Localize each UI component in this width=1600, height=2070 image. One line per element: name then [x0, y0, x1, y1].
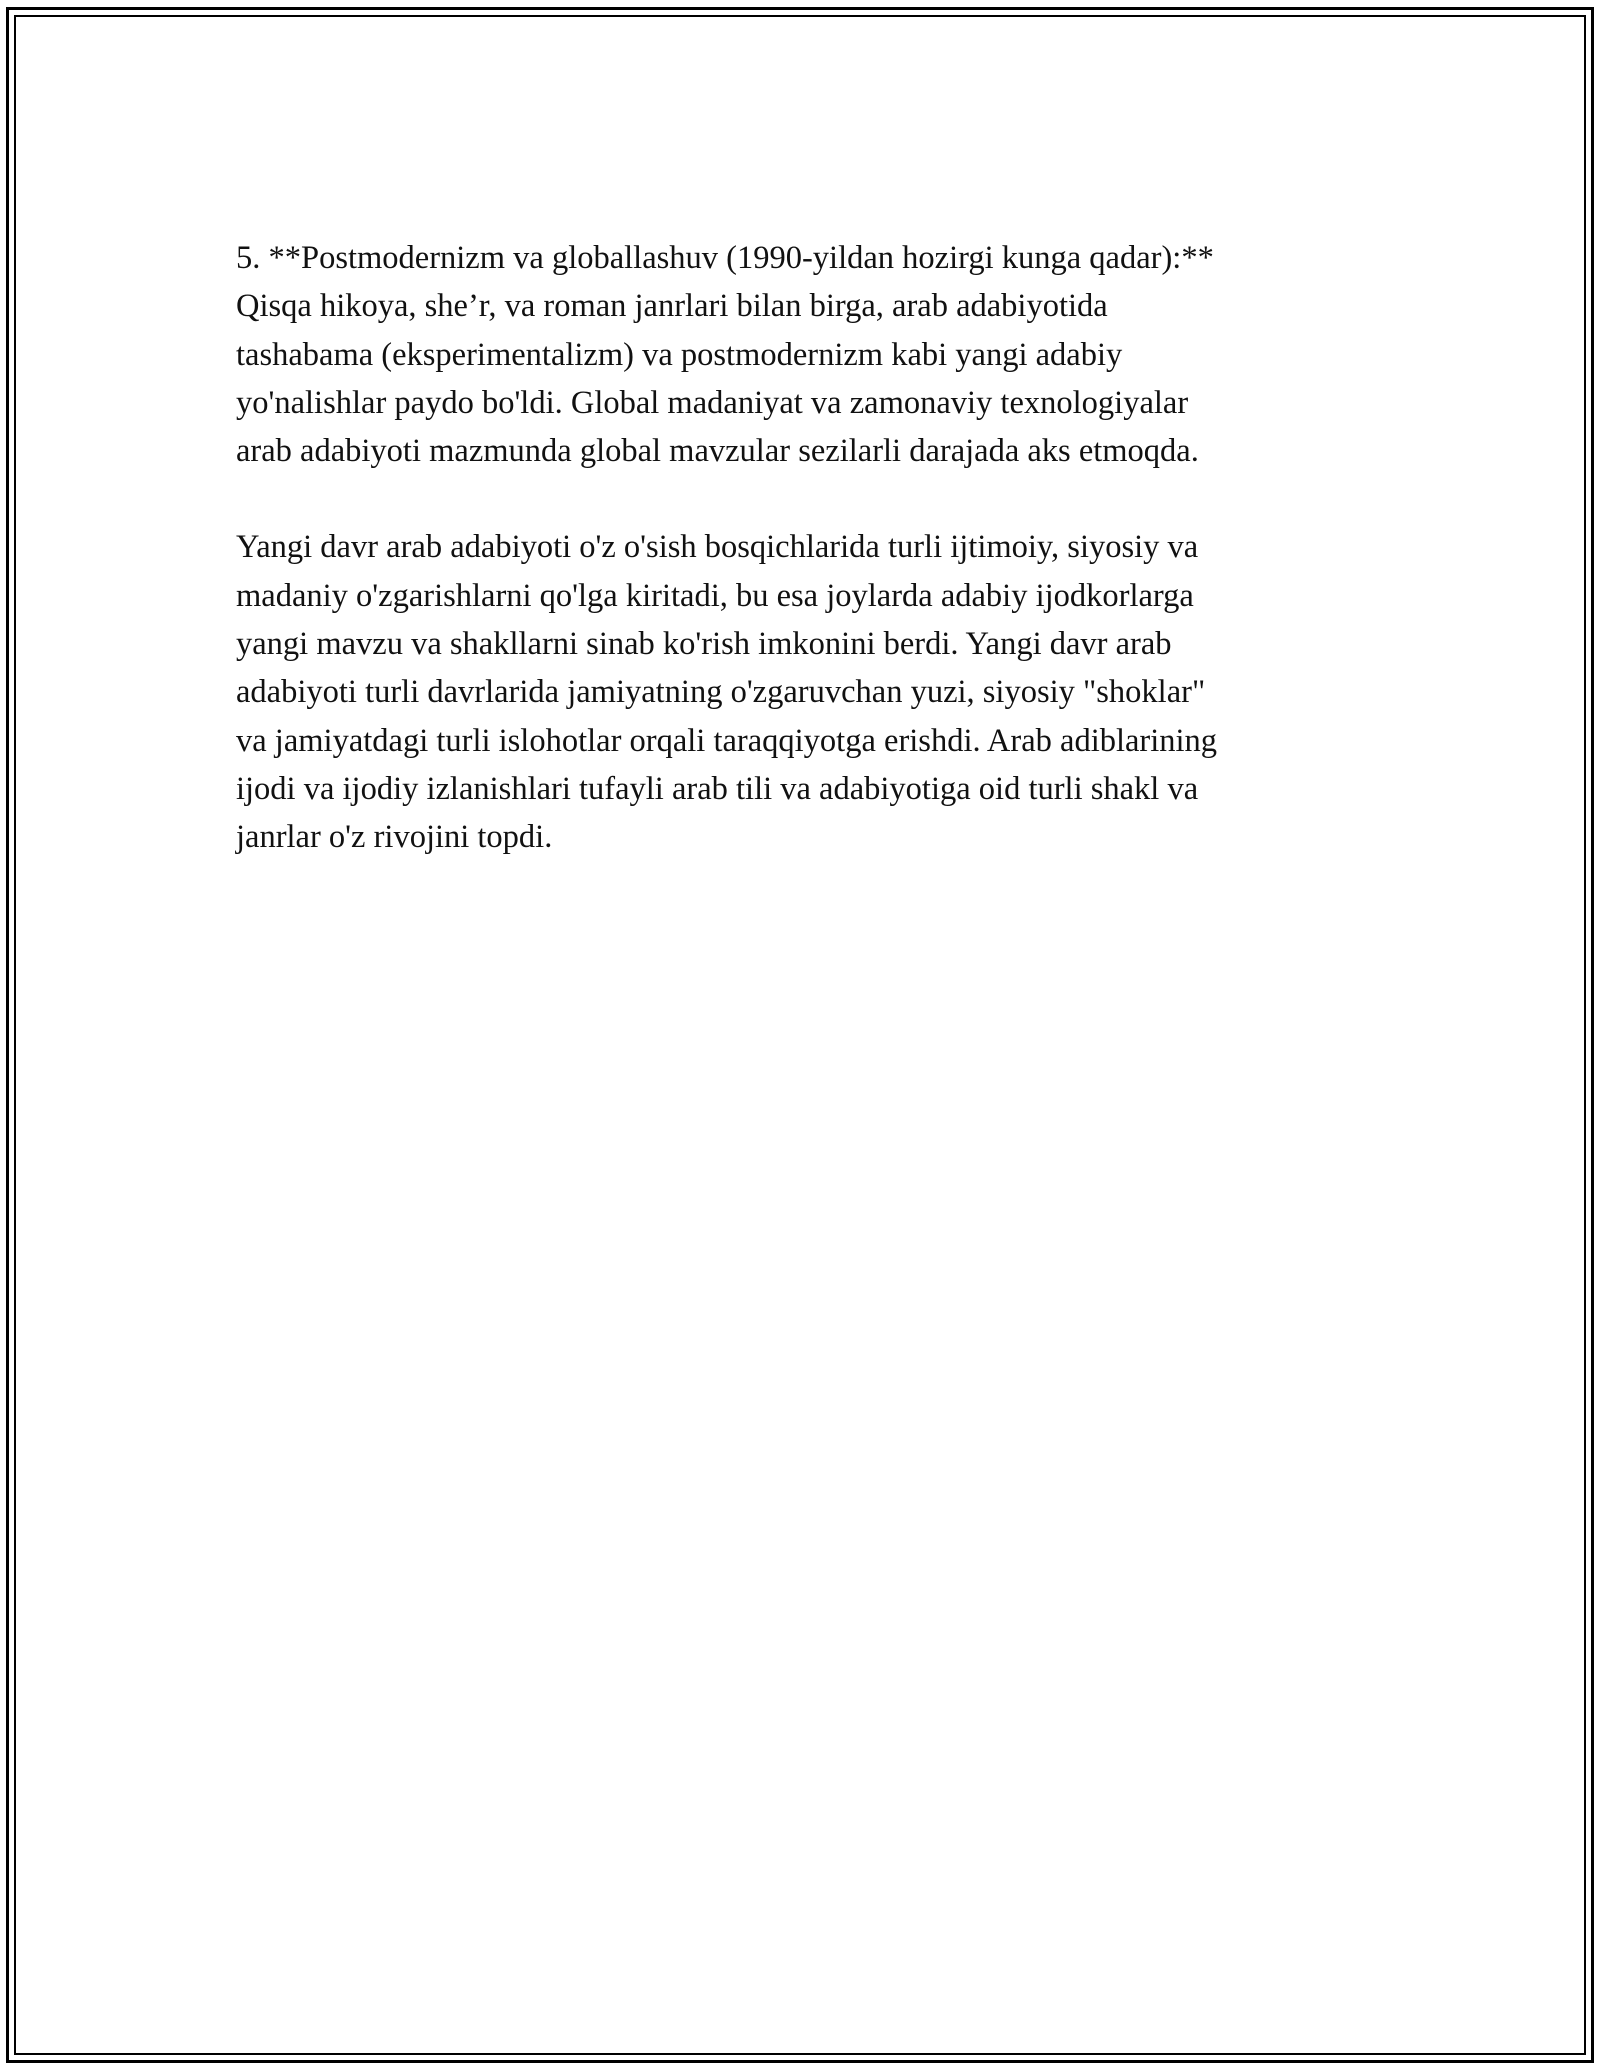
text-line: yo'nalishlar paydo bo'ldi. Global madaniyat va zamonaviy texnologiyalar [236, 384, 1189, 421]
paragraph-postmodernism [236, 234, 1356, 475]
text-line: arab adabiyoti mazmunda global mavzular sezilarli darajada aks etmoqda. [236, 433, 1199, 470]
text-line: madaniy o'zgarishlarni qo'lga kiritadi, bu esa joylarda adabiy ijodkorlarga [236, 577, 1194, 614]
document-body [236, 234, 1356, 862]
text-line: va jamiyatdagi turli islohotlar orqali taraqqiyotga erishdi. Arab adiblarining [236, 722, 1218, 759]
text-line: yangi mavzu va shakllarni sinab ko'rish imkonini berdi. Yangi davr arab [236, 626, 1172, 663]
text-line: tashabama (eksperimentalizm) va postmodernizm kabi yangi adabiy [236, 336, 1123, 373]
text-line: ijodi va ijodiy izlanishlari tufayli arab tili va adabiyotiga oid turli shakl va [236, 770, 1199, 807]
text-line: janrlar o'z rivojini topdi. [236, 819, 553, 856]
text-line: Yangi davr arab adabiyoti o'z o'sish bosqichlarida turli ijtimoiy, siyosiy va [236, 529, 1199, 566]
text-line: 5. **Postmodernizm va globallashuv (1990-yildan hozirgi kunga qadar):** [236, 240, 1214, 276]
paragraph-summary [236, 523, 1356, 861]
text-line: Qisqa hikoya, she’r, va roman janrlari bilan birga, arab adabiyotida [236, 288, 1108, 325]
text-line: adabiyoti turli davrlarida jamiyatning o'zgaruvchan yuzi, siyosiy "shoklar" [236, 674, 1206, 711]
